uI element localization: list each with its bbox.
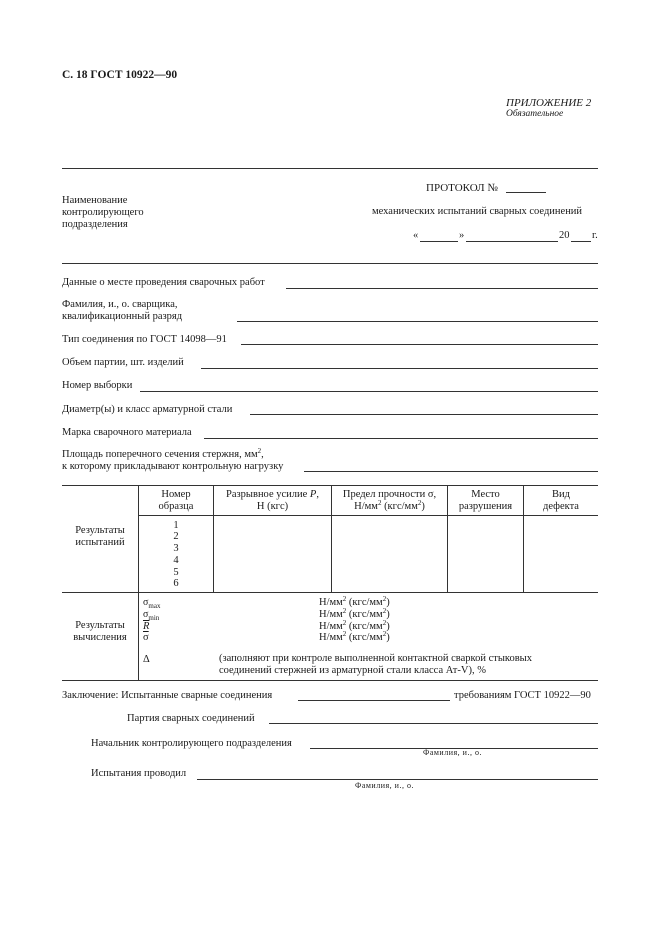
col-header-force: Разрывное усилие P, Н (кгс) [226, 489, 319, 512]
sample-number-4: 4 [173, 555, 179, 566]
delta-note-line1: (заполняют при контроле выполненной контактной сваркой стыковых [219, 653, 532, 664]
tested-by-field[interactable] [197, 779, 598, 780]
protocol-subtitle: механических испытаний сварных соединений [372, 206, 583, 217]
welding-material-label: Марка сварочного материала [62, 427, 192, 438]
batch-volume-label: Объем партии, шт. изделий [62, 357, 184, 368]
sample-number-2: 2 [173, 531, 179, 542]
date-day-field[interactable] [420, 241, 458, 242]
date-year-prefix: 20 [559, 230, 570, 241]
head-name-caption: Фамилия, и., о. [423, 748, 482, 757]
table-section-border [62, 592, 598, 593]
welding-material-field[interactable] [204, 438, 598, 439]
delta-symbol: Δ [143, 654, 150, 665]
sample-number-3: 3 [173, 543, 179, 554]
page-title: С. 18 ГОСТ 10922—90 [62, 69, 178, 81]
protocol-title: ПРОТОКОЛ № [426, 182, 498, 194]
org-name-line3: подразделения [62, 219, 128, 230]
appendix-label: ПРИЛОЖЕНИЕ 2 [506, 97, 592, 109]
rebar-label: Диаметр(ы) и класс арматурной стали [62, 404, 233, 415]
calc-symbol-sigma-max: $\sigma_{max}$ [143, 597, 161, 610]
results-calc-label: Результаты вычисления [73, 620, 127, 643]
date-month-field[interactable] [466, 241, 558, 242]
col-header-place: Место разрушения [458, 489, 513, 512]
area-label-line1: Площадь поперечного сечения стержня, $мм^2$, [62, 447, 264, 460]
org-name-line2: контролирующего [62, 207, 144, 218]
date-year-field[interactable] [571, 241, 591, 242]
sample-number-1: 1 [173, 520, 179, 531]
col-header-strength: Предел прочности σ, $Н/мм^2$ $(кгс/мм^2)$ [342, 489, 437, 512]
date-suffix: г. [592, 230, 598, 241]
divider-2 [62, 263, 598, 264]
table-top-border [62, 485, 598, 486]
sample-number-6: 6 [173, 578, 179, 589]
tested-by-name-caption: Фамилия, и., о. [355, 781, 414, 790]
joint-type-label: Тип соединения по ГОСТ 14098—91 [62, 334, 227, 345]
tested-by-label: Испытания проводил [91, 768, 187, 779]
batch-field[interactable] [269, 723, 598, 724]
delta-note-line2: соединений стержней из арматурной стали класса Ат-V), % [219, 665, 486, 676]
org-name-line1: Наименование [62, 195, 128, 206]
col-header-defect: Вид дефекта [543, 489, 579, 512]
calc-units-row-2: $Н/мм^2$ $(кгс/мм^2)$ [319, 607, 390, 620]
sample-number-5: 5 [173, 567, 179, 578]
welding-place-label: Данные о месте проведения сварочных работ [62, 277, 265, 288]
rebar-field[interactable] [250, 414, 598, 415]
welder-field[interactable] [237, 321, 598, 322]
head-label: Начальник контролирующего подразделения [91, 738, 292, 749]
calc-units-row-1: $Н/мм^2$ $(кгс/мм^2)$ [319, 595, 390, 608]
protocol-number-field[interactable] [506, 192, 546, 193]
area-field[interactable] [304, 471, 598, 472]
date-quote-close: » [459, 230, 465, 241]
results-tests-label: Результаты испытаний [75, 525, 125, 548]
calc-units-row-3: $Н/мм^2$ $(кгс/мм^2)$ [319, 619, 390, 632]
welder-label-line2: квалификационный разряд [62, 311, 183, 322]
col-header-sample: Номер образца [158, 489, 194, 512]
calc-symbol-sigma-min: $\sigma_{min}$ [143, 609, 160, 622]
table-bottom-border [62, 680, 598, 681]
area-label-line2: к которому прикладывают контрольную нагрузку [62, 461, 284, 472]
welder-label-line1: Фамилия, и., о. сварщика, [62, 299, 178, 310]
requirement-label: требованиям ГОСТ 10922—90 [454, 690, 591, 701]
sample-number-field[interactable] [140, 391, 598, 392]
table-col-divider-1 [138, 485, 139, 680]
calc-symbol-r: $\overline{R}$ [143, 621, 150, 632]
batch-volume-field[interactable] [201, 368, 598, 369]
calc-symbol-sigma: $\overline{\sigma}$ [143, 632, 149, 643]
batch-label: Партия сварных соединений [127, 713, 255, 724]
table-header-border [138, 515, 598, 516]
date-quote-open: « [413, 230, 419, 241]
joint-type-field[interactable] [241, 344, 598, 345]
mandatory-label: Обязательное [506, 109, 564, 119]
conclusion-label: Заключение: Испытанные сварные соединения [62, 690, 273, 701]
sample-number-label: Номер выборки [62, 380, 133, 391]
calc-units-row-4: $Н/мм^2$ $(кгс/мм^2)$ [319, 630, 390, 643]
welding-place-field[interactable] [286, 288, 598, 289]
conclusion-field[interactable] [298, 700, 450, 701]
divider-top [62, 168, 598, 169]
